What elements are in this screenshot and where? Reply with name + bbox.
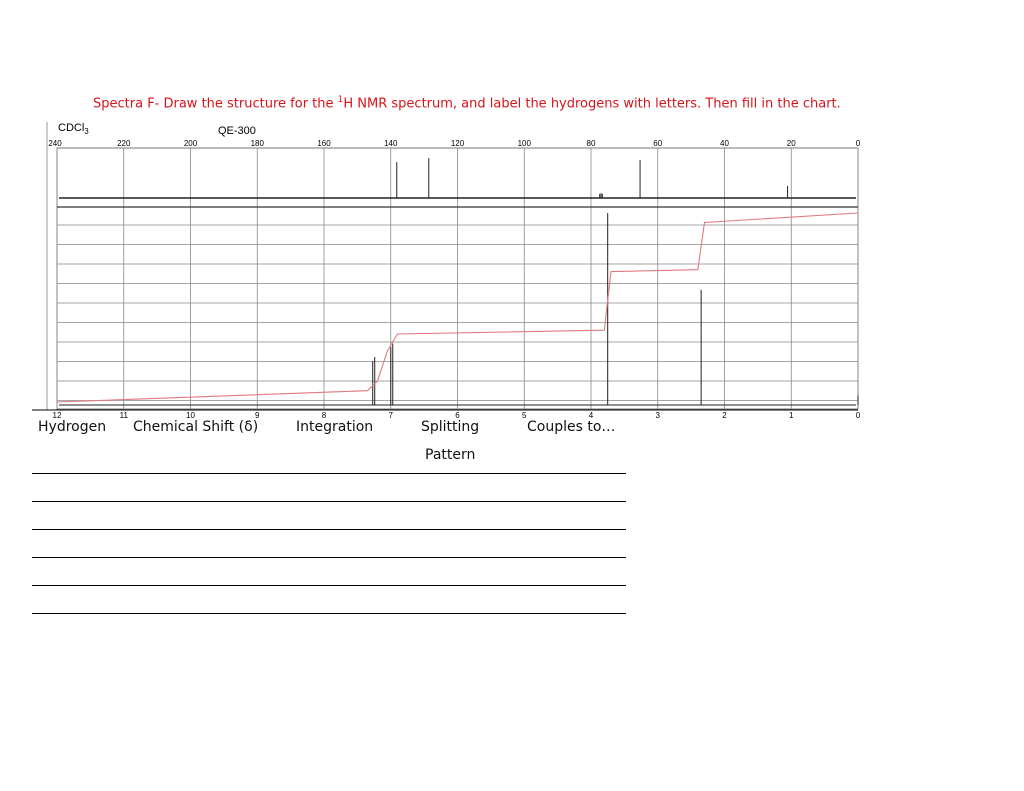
- answer-line-5[interactable]: [32, 585, 626, 586]
- answer-line-4[interactable]: [32, 557, 626, 558]
- answer-line-3[interactable]: [32, 529, 626, 530]
- h1-tick-label: 1: [789, 411, 794, 420]
- answer-line-1[interactable]: [32, 473, 626, 474]
- c13-tick-label: 140: [384, 139, 398, 148]
- h1-tick-label: 3: [655, 411, 660, 420]
- c13-tick-label: 240: [48, 139, 62, 148]
- column-header-couples-to: Couples to…: [527, 419, 616, 435]
- instrument-label: QE-300: [218, 125, 256, 137]
- c13-tick-label: 0: [855, 139, 861, 148]
- h1-tick-label: 11: [119, 411, 128, 420]
- c13-tick-label: 220: [117, 139, 131, 148]
- answer-line-2[interactable]: [32, 501, 626, 502]
- c13-tick-label: 40: [720, 139, 729, 148]
- c13-tick-label: 100: [517, 139, 531, 148]
- c13-tick-label: 200: [183, 139, 198, 148]
- answer-line-6[interactable]: [32, 613, 626, 614]
- c13-tick-label: 20: [786, 139, 796, 148]
- h1-tick-label: 8: [321, 411, 327, 420]
- c13-tick-label: 160: [317, 139, 331, 148]
- solvent-label: CDCl$_3$: [58, 122, 89, 137]
- column-header-splitting: Splitting: [421, 419, 480, 435]
- h1-tick-label: 7: [388, 411, 393, 420]
- c13-tick-label: 180: [250, 139, 264, 148]
- c13-tick-label: 80: [586, 139, 596, 148]
- c13-tick-label: 60: [653, 139, 663, 148]
- h1-tick-label: 6: [455, 411, 460, 420]
- h1-tick-label: 10: [186, 411, 195, 420]
- h1-tick-label: 5: [522, 411, 527, 420]
- h1-tick-label: 4: [588, 411, 594, 420]
- h1-tick-label: 9: [255, 411, 260, 420]
- h1-tick-label: 0: [855, 411, 861, 420]
- column-header-pattern: Pattern: [425, 447, 476, 463]
- h1-tick-label: 12: [52, 411, 62, 420]
- c13-tick-label: 120: [450, 139, 465, 148]
- question-prompt: Spectra F- Draw the structure for the $^1$H NMR spectrum, and label the hydrogens with letters. Then fill in the chart.: [93, 95, 841, 112]
- column-header-hydrogen: Hydrogen: [38, 419, 107, 435]
- h1-tick-label: 2: [722, 411, 727, 420]
- column-header-chemical-shift: Chemical Shift (δ): [133, 419, 259, 435]
- column-header-integration: Integration: [296, 419, 374, 435]
